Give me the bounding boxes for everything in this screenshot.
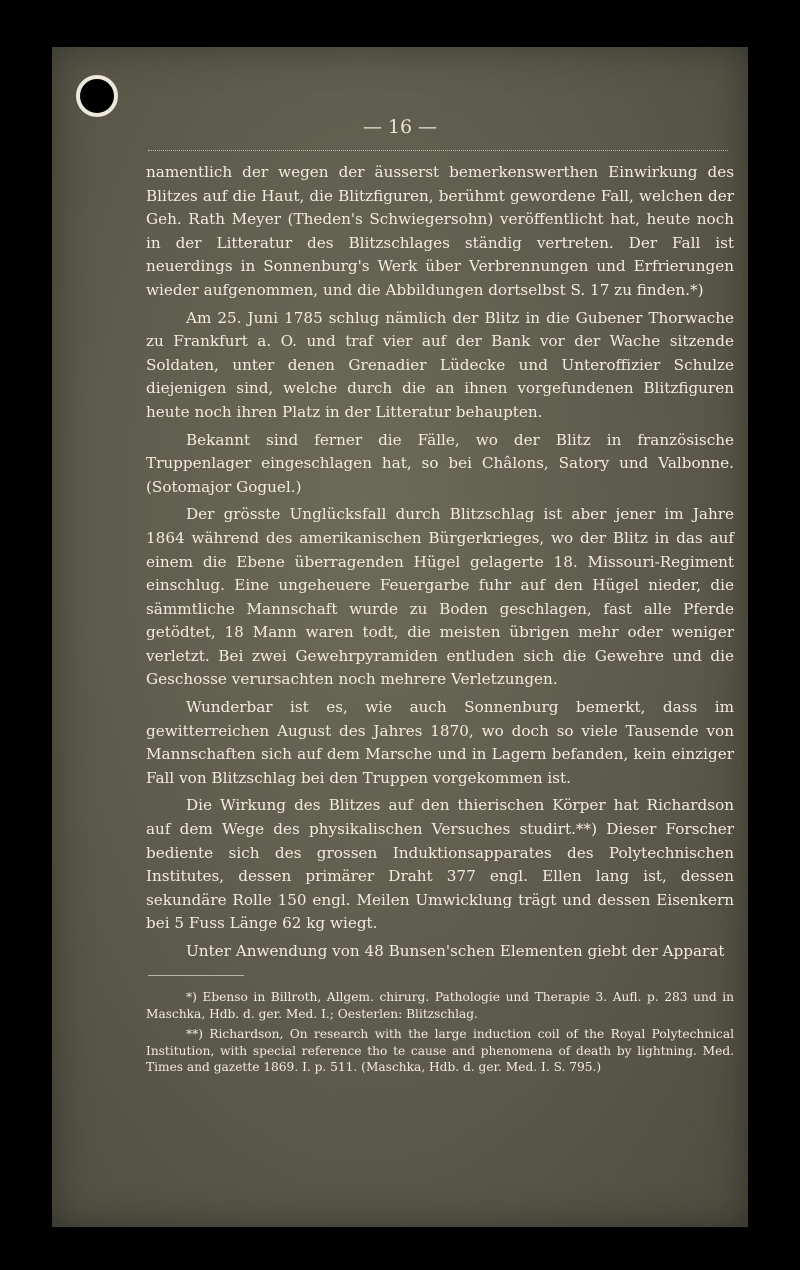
footnote: *) Ebenso in Billroth, Allgem. chirurg. Pathologie und Therapie 3. Aufl. p. 283 und in Maschka, Hdb. d. ger. Med. I.; Oesterlen: Blitzschlag.	[146, 990, 734, 1021]
footnotes	[146, 989, 734, 1080]
footnote: **) Richardson, On research with the large induction coil of the Royal Polytechnical Institution, with special reference tho te cause and phenomena of death by lightning. Med. Times and gazette 1869. I. p. 511. (Maschka, Hdb. d. ger. Med. I. S. 795.)	[146, 1027, 734, 1075]
document-page	[52, 47, 748, 1227]
paragraph: Bekannt sind ferner die Fälle, wo der Blitz in französische Truppenlager eingeschlagen hat, so bei Châlons, Satory und Valbonne. (Sotomajor Goguel.)	[146, 430, 734, 496]
paragraph: Unter Anwendung von 48 Bunsen'schen Elementen giebt der Apparat	[186, 942, 725, 960]
paragraph: Der grösste Unglücksfall durch Blitzschlag ist aber jener im Jahre 1864 während des amerikanischen Bürgerkrieges, wo der Blitz in das auf einem die Ebene überragenden Hügel gelagerte 18. Missouri-Regiment einschlug. Eine ungeheuere Feuergarbe fuhr auf den Hügel nieder, die sämmtliche Mannschaft wurde zu Boden geschlagen, fast alle Pferde getödtet, 18 Mann waren todt, die meisten übrigen mehr oder weniger verletzt. Bei zwei Gewehrpyramiden entluden sich die Gewehre und die Geschosse verursachten noch mehrere Verletzungen.	[146, 505, 734, 689]
footnote-rule	[148, 975, 244, 976]
paragraph: Wunderbar ist es, wie auch Sonnenburg bemerkt, dass im gewitterreichen August des Jahres 1870, wo doch so viele Tausende von Mannschaften sich auf dem Marsche und in Lagern befanden, kein einziger Fall von Blitzschlag bei den Truppen vorgekommen ist.	[146, 698, 734, 787]
punch-hole	[76, 75, 118, 117]
paragraph: Die Wirkung des Blitzes auf den thierischen Körper hat Richardson auf dem Wege des physikalischen Versuches studirt.**) Dieser Forscher bediente sich des grossen Induktionsapparates des Polytechnischen Institutes, dessen primärer Draht 377 engl. Ellen lang ist, dessen sekundäre Rolle 150 engl. Meilen Umwicklung trägt und dessen Eisenkern bei 5 Fuss Länge 62 kg wiegt.	[146, 796, 734, 933]
paragraph: namentlich der wegen der äusserst bemerkenswerthen Einwirkung des Blitzes auf die Haut, die Blitzfiguren, berühmt gewordene Fall, welchen der Geh. Rath Meyer (Theden's Schwiegersohn) veröffentlicht hat, heute noch in der Litteratur des Blitzschlages ständig vertreten. Der Fall ist neuerdings in Sonnenburg's Werk über Verbrennungen und Erfrierungen wieder aufgenommen, und die Abbildungen dortselbst S. 17 zu finden.*)	[146, 163, 734, 299]
paragraph: Am 25. Juni 1785 schlug nämlich der Blitz in die Gubener Thorwache zu Frankfurt a. O. und traf vier auf der Bank vor der Wache sitzende Soldaten, unter denen Grenadier Lüdecke und Unteroffizier Schulze diejenigen sind, welche durch die an ihnen vorgefundenen Blitzfiguren heute noch ihren Platz in der Litteratur behaupten.	[146, 308, 734, 421]
header-rule	[148, 150, 728, 151]
page-number: — 16 —	[362, 116, 438, 138]
body-text	[146, 161, 734, 968]
